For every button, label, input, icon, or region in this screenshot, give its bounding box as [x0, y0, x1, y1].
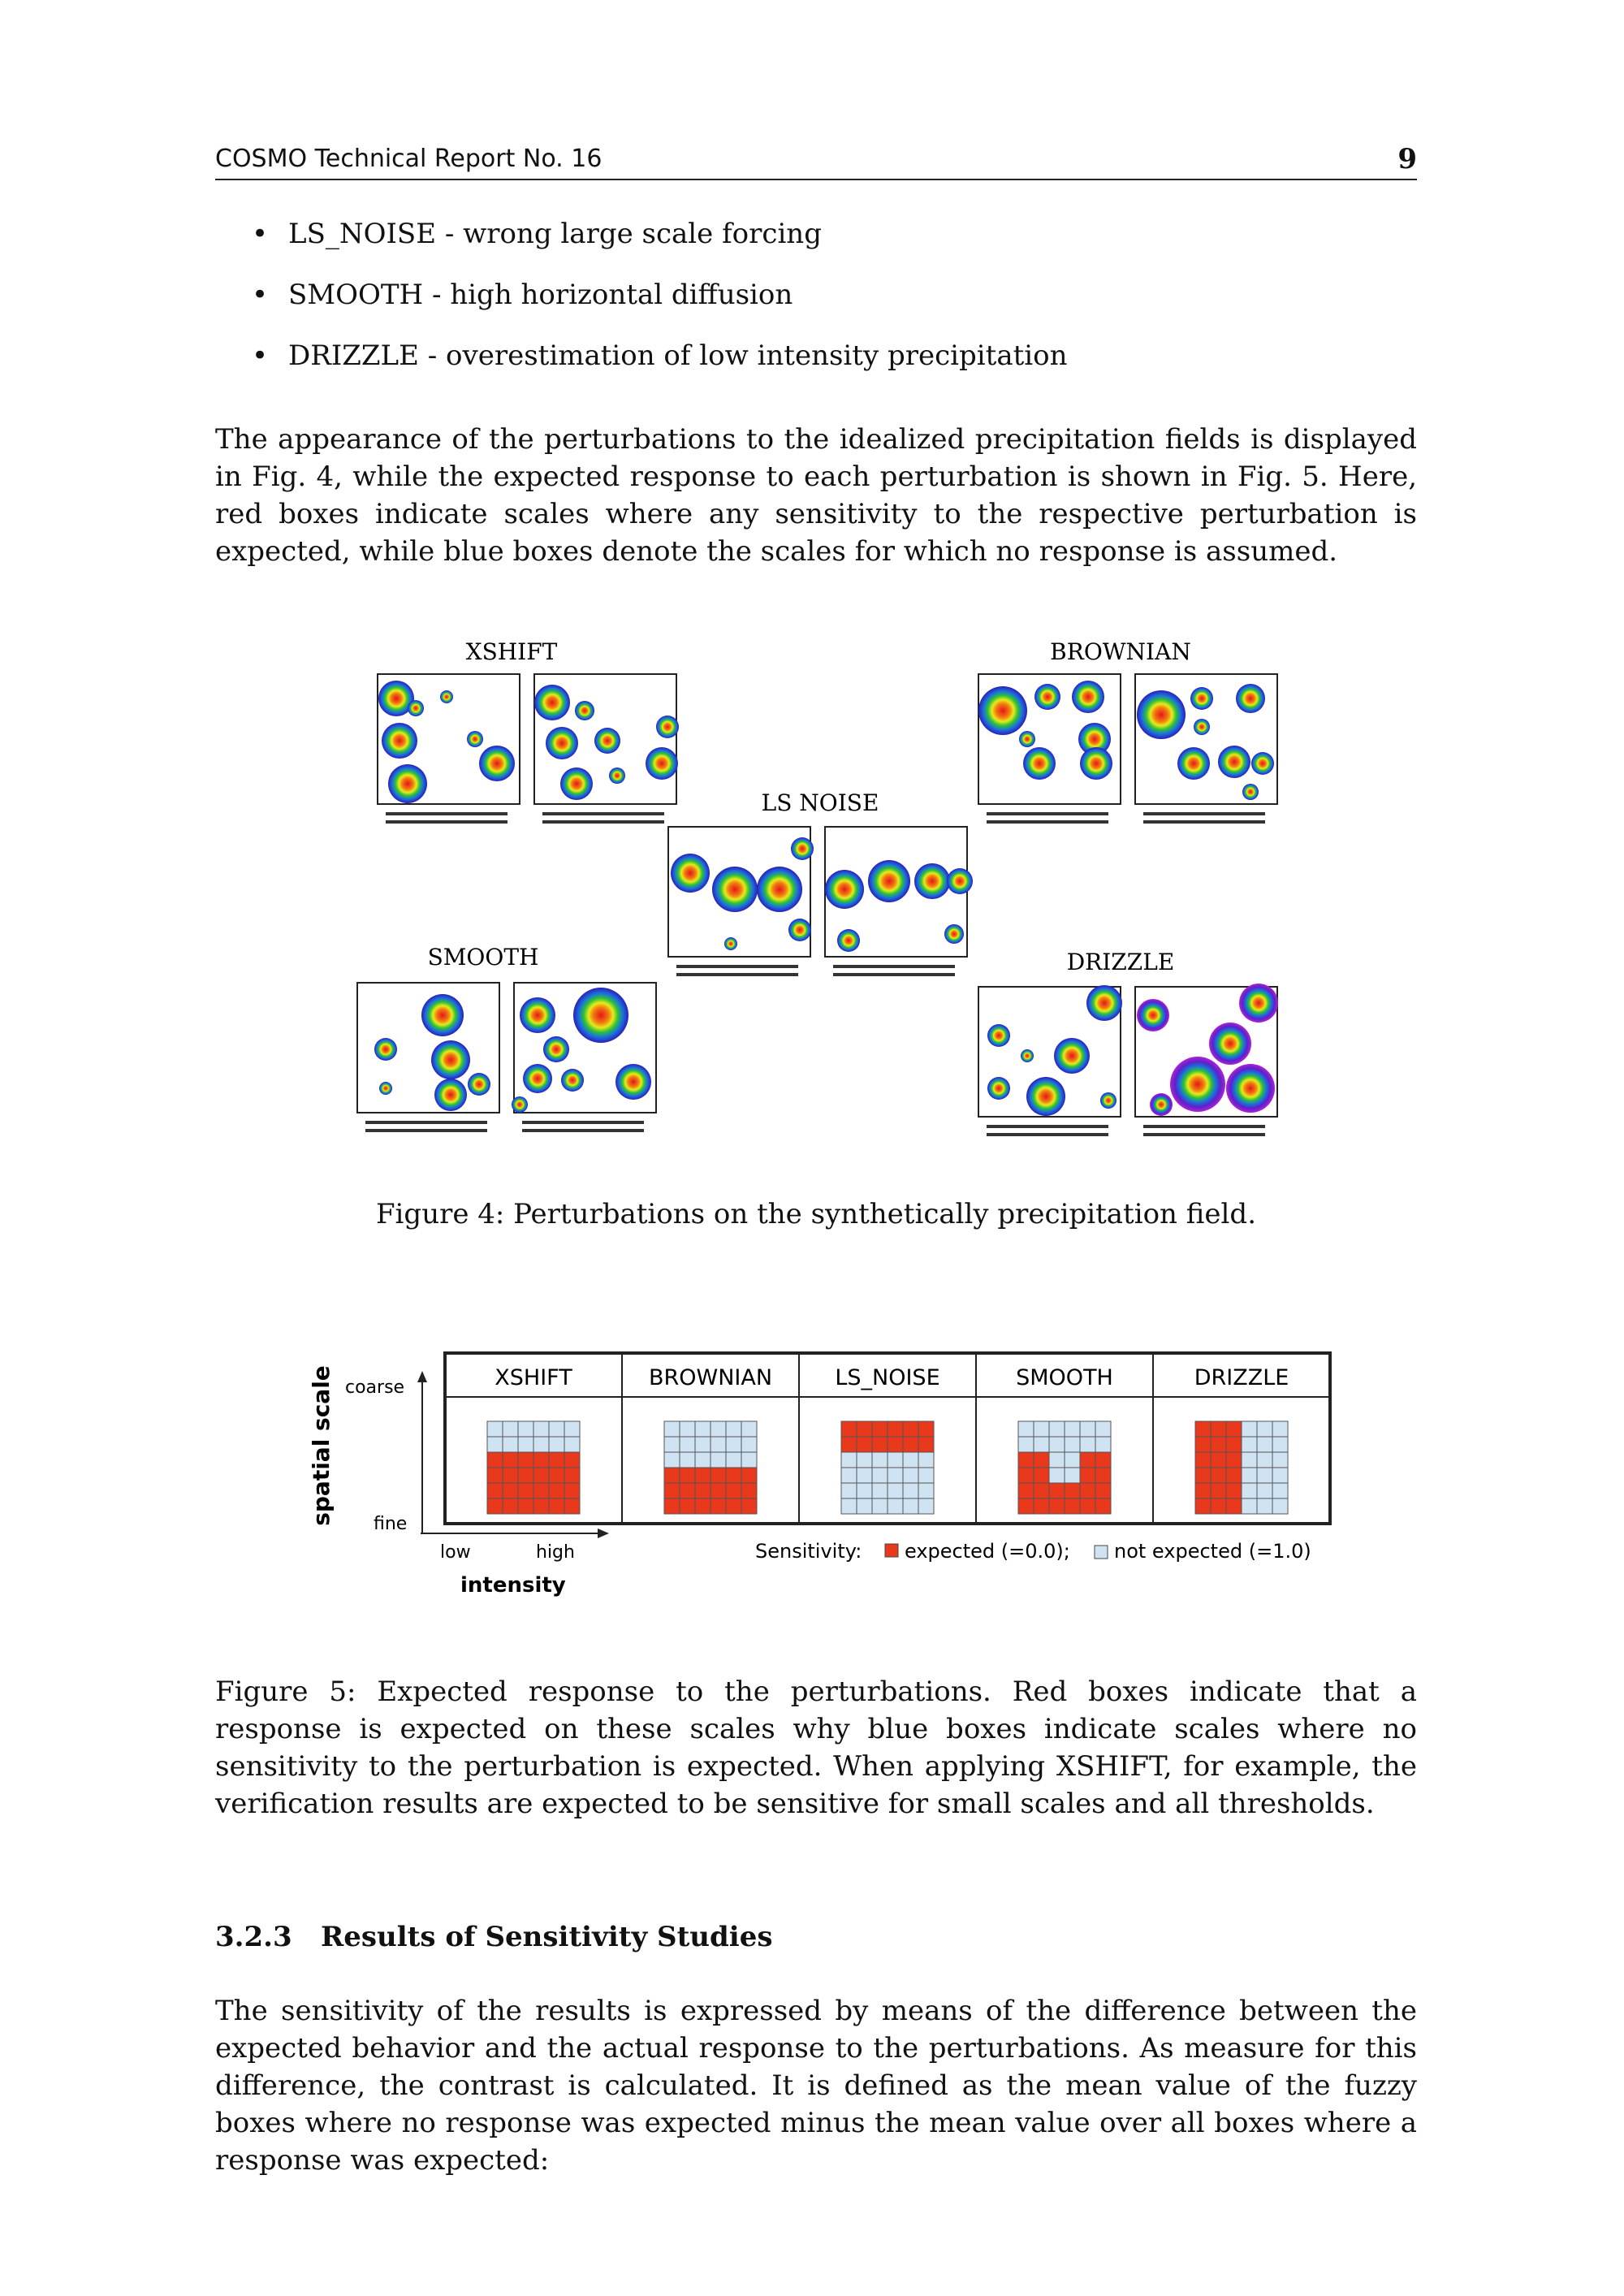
grid-cell — [1195, 1437, 1211, 1452]
grid-cell — [1049, 1483, 1065, 1498]
grid-cell — [1257, 1452, 1272, 1468]
grid-cell — [503, 1452, 518, 1468]
grid-cell — [680, 1483, 695, 1498]
grid-cell — [1226, 1468, 1242, 1483]
grid-cell — [918, 1421, 934, 1437]
grid-cell — [695, 1421, 710, 1437]
grid-cell — [903, 1498, 918, 1514]
grid-cell — [1272, 1498, 1288, 1514]
grid-cell — [549, 1498, 564, 1514]
grid-cell — [841, 1483, 857, 1498]
grid-cell — [1272, 1483, 1288, 1498]
grid-cell — [664, 1452, 680, 1468]
legend-expected: expected (=0.0); — [905, 1540, 1070, 1563]
grid-cell — [1034, 1437, 1049, 1452]
grid-cell — [710, 1483, 726, 1498]
column-header-xshift: XSHIFT — [495, 1365, 572, 1390]
grid-cell — [741, 1421, 757, 1437]
page-number: 9 — [1397, 143, 1417, 175]
grid-cell — [726, 1468, 741, 1483]
section-title: Results of Sensitivity Studies — [321, 1921, 773, 1953]
section-number: 3.2.3 — [215, 1921, 292, 1953]
grid-cell — [1242, 1483, 1257, 1498]
grid-cell — [888, 1483, 903, 1498]
grid-cell — [680, 1437, 695, 1452]
grid-cell — [726, 1421, 741, 1437]
list-item: • DRIZZLE - overestimation of low intensity precipitation — [252, 339, 1068, 400]
grid-cell — [1211, 1437, 1226, 1452]
grid-cell — [1049, 1437, 1065, 1452]
grid-cell — [695, 1437, 710, 1452]
grid-cell — [1195, 1468, 1211, 1483]
grid-cell — [741, 1468, 757, 1483]
grid-cell — [1018, 1421, 1034, 1437]
y-bottom-label: fine — [374, 1514, 408, 1534]
grid-cell — [888, 1421, 903, 1437]
grid-cell — [1080, 1421, 1095, 1437]
grid-cell — [1095, 1452, 1111, 1468]
grid-cell — [903, 1421, 918, 1437]
grid-cell — [664, 1483, 680, 1498]
grid-cell — [533, 1483, 549, 1498]
grid-cell — [1034, 1483, 1049, 1498]
grid-cell — [1049, 1452, 1065, 1468]
grid-cell — [1226, 1483, 1242, 1498]
panel-label-xshift: XSHIFT — [465, 638, 558, 665]
grid-cell — [680, 1468, 695, 1483]
grid-cell — [1095, 1421, 1111, 1437]
grid-cell — [533, 1421, 549, 1437]
grid-cell — [741, 1452, 757, 1468]
grid-cell — [1049, 1421, 1065, 1437]
grid-cell — [695, 1452, 710, 1468]
grid-cell — [710, 1498, 726, 1514]
grid-cell — [1195, 1421, 1211, 1437]
legend-not-expected-swatch — [1095, 1546, 1108, 1559]
perturbation-list — [252, 218, 1068, 400]
grid-cell — [903, 1483, 918, 1498]
figure-4-caption: Figure 4: Perturbations on the synthetically precipitation field. — [375, 1198, 1257, 1230]
grid-cell — [1242, 1498, 1257, 1514]
paragraph-results: The sensitivity of the results is expressed by means of the difference between the expected behavior and the actual response to the perturbations. As measure for this difference, the contrast is calculated. It is defined as the mean value of the fuzzy boxes where no response was expected minus the mean value over all boxes where a response was expected: — [215, 1995, 1417, 2177]
grid-cell — [841, 1421, 857, 1437]
grid-cell — [741, 1498, 757, 1514]
grid-cell — [518, 1483, 533, 1498]
grid-cell — [564, 1483, 580, 1498]
grid-cell — [872, 1468, 888, 1483]
grid-cell — [695, 1498, 710, 1514]
x-low-label: low — [440, 1542, 471, 1563]
list-item: • SMOOTH - high horizontal diffusion — [252, 279, 1068, 339]
grid-cell — [1211, 1421, 1226, 1437]
grid-cell — [888, 1452, 903, 1468]
grid-cell — [1065, 1421, 1080, 1437]
grid-cell — [841, 1468, 857, 1483]
grid-cell — [726, 1452, 741, 1468]
grid-cell — [487, 1437, 503, 1452]
grid-cell — [664, 1421, 680, 1437]
grid-cell — [841, 1498, 857, 1514]
grid-cell — [680, 1452, 695, 1468]
grid-cell — [1195, 1498, 1211, 1514]
column-header-drizzle: DRIZZLE — [1194, 1365, 1289, 1390]
grid-cell — [503, 1437, 518, 1452]
grid-cell — [1018, 1468, 1034, 1483]
grid-cell — [518, 1468, 533, 1483]
grid-cell — [1034, 1498, 1049, 1514]
grid-cell — [680, 1498, 695, 1514]
panel-label-ls-noise: LS NOISE — [761, 789, 879, 816]
grid-cell — [564, 1437, 580, 1452]
grid-cell — [1195, 1483, 1211, 1498]
grid-cell — [503, 1421, 518, 1437]
grid-cell — [518, 1421, 533, 1437]
grid-cell — [1211, 1498, 1226, 1514]
grid-cell — [1034, 1421, 1049, 1437]
grid-cell — [549, 1483, 564, 1498]
grid-cell — [710, 1437, 726, 1452]
grid-cell — [1272, 1437, 1288, 1452]
grid-cell — [888, 1498, 903, 1514]
grid-cell — [1065, 1498, 1080, 1514]
grid-cell — [1257, 1468, 1272, 1483]
grid-cell — [1018, 1437, 1034, 1452]
grid-cell — [549, 1437, 564, 1452]
grid-cell — [1257, 1437, 1272, 1452]
grid-cell — [710, 1421, 726, 1437]
grid-cell — [503, 1498, 518, 1514]
column-header-brownian: BROWNIAN — [648, 1365, 773, 1390]
grid-cell — [1080, 1468, 1095, 1483]
grid-cell — [1257, 1483, 1272, 1498]
grid-cell — [903, 1437, 918, 1452]
x-axis-label: intensity — [460, 1573, 566, 1598]
grid-cell — [564, 1421, 580, 1437]
grid-cell — [664, 1437, 680, 1452]
grid-cell — [487, 1498, 503, 1514]
panel-label-drizzle: DRIZZLE — [1066, 949, 1175, 975]
figure-5-caption: Figure 5: Expected response to the perturbations. Red boxes indicate that a response is expected on these scales why blue boxes indicate scales where no sensitivity to the perturbation is expected. When applying XSHIFT, for example, the verification results are expected to be sensitive for small scales and all thresholds. — [215, 1676, 1417, 1820]
grid-cell — [487, 1421, 503, 1437]
grid-cell — [1080, 1452, 1095, 1468]
grid-cell — [841, 1452, 857, 1468]
grid-cell — [1095, 1483, 1111, 1498]
grid-cell — [1211, 1483, 1226, 1498]
legend-not-expected: not expected (=1.0) — [1114, 1540, 1311, 1563]
grid-cell — [726, 1498, 741, 1514]
xshift-panel — [378, 674, 679, 824]
grid-cell — [533, 1498, 549, 1514]
grid-cell — [1095, 1437, 1111, 1452]
grid-cell — [841, 1437, 857, 1452]
grid-cell — [741, 1437, 757, 1452]
grid-cell — [1065, 1468, 1080, 1483]
grid-cell — [857, 1421, 872, 1437]
grid-cell — [1095, 1498, 1111, 1514]
grid-cell — [503, 1468, 518, 1483]
grid-cell — [487, 1483, 503, 1498]
grid-cell — [518, 1452, 533, 1468]
grid-cell — [564, 1498, 580, 1514]
grid-cell — [533, 1468, 549, 1483]
grid-cell — [1226, 1452, 1242, 1468]
grid-cell — [872, 1452, 888, 1468]
running-header — [215, 143, 1417, 180]
grid-cell — [741, 1483, 757, 1498]
grid-cell — [1211, 1452, 1226, 1468]
grid-cell — [872, 1498, 888, 1514]
grid-cell — [888, 1468, 903, 1483]
grid-cell — [1065, 1452, 1080, 1468]
grid-cell — [857, 1498, 872, 1514]
grid-cell — [549, 1421, 564, 1437]
grid-cell — [857, 1437, 872, 1452]
grid-cell — [564, 1468, 580, 1483]
grid-cell — [549, 1452, 564, 1468]
grid-cell — [1242, 1452, 1257, 1468]
grid-cell — [1018, 1452, 1034, 1468]
grid-cell — [1242, 1468, 1257, 1483]
grid-cell — [1065, 1483, 1080, 1498]
column-header-smooth: SMOOTH — [1016, 1365, 1113, 1390]
grid-cell — [1226, 1437, 1242, 1452]
grid-cell — [1272, 1452, 1288, 1468]
grid-cell — [549, 1468, 564, 1483]
legend-expected-swatch — [885, 1544, 898, 1557]
grid-cell — [903, 1468, 918, 1483]
y-top-label: coarse — [345, 1377, 405, 1398]
figure-4 — [349, 633, 1291, 1170]
grid-cell — [857, 1452, 872, 1468]
grid-cell — [918, 1498, 934, 1514]
grid-cell — [1080, 1437, 1095, 1452]
panel-label-brownian: BROWNIAN — [1050, 638, 1191, 665]
grid-cell — [872, 1437, 888, 1452]
grid-cell — [1242, 1437, 1257, 1452]
figure-5 — [300, 1340, 1348, 1608]
grid-cell — [680, 1421, 695, 1437]
grid-cell — [903, 1452, 918, 1468]
grid-cell — [918, 1483, 934, 1498]
grid-cell — [503, 1483, 518, 1498]
column-header-ls-noise: LS_NOISE — [835, 1365, 940, 1390]
grid-cell — [918, 1452, 934, 1468]
grid-cell — [1195, 1452, 1211, 1468]
section-heading — [215, 1921, 772, 1953]
grid-cell — [1257, 1498, 1272, 1514]
panel-label-smooth: SMOOTH — [427, 944, 539, 971]
grid-cell — [1242, 1421, 1257, 1437]
grid-cell — [518, 1498, 533, 1514]
grid-cell — [533, 1437, 549, 1452]
grid-cell — [872, 1421, 888, 1437]
grid-cell — [918, 1437, 934, 1452]
grid-cell — [710, 1452, 726, 1468]
grid-cell — [487, 1468, 503, 1483]
grid-cell — [726, 1437, 741, 1452]
grid-cell — [888, 1437, 903, 1452]
grid-cell — [1018, 1483, 1034, 1498]
grid-cell — [695, 1468, 710, 1483]
grid-cell — [710, 1468, 726, 1483]
grid-cell — [1095, 1468, 1111, 1483]
grid-cell — [1211, 1468, 1226, 1483]
x-high-label: high — [536, 1542, 575, 1563]
grid-cell — [1080, 1483, 1095, 1498]
grid-cell — [664, 1498, 680, 1514]
grid-cell — [872, 1483, 888, 1498]
paragraph-intro: The appearance of the perturbations to the idealized precipitation fields is displayed in Fig. 4, while the expected response to each perturbation is shown in Fig. 5. Here, red boxes indicate scales where any sensitivity to the respective perturbation is expected, while blue boxes denote the scales for which no response is assumed. — [215, 423, 1417, 568]
grid-cell — [1049, 1498, 1065, 1514]
grid-cell — [487, 1452, 503, 1468]
grid-cell — [1049, 1468, 1065, 1483]
list-item: • LS_NOISE - wrong large scale forcing — [252, 218, 1068, 279]
grid-cell — [1018, 1498, 1034, 1514]
grid-cell — [1065, 1437, 1080, 1452]
grid-cell — [518, 1437, 533, 1452]
y-axis-label: spatial scale — [308, 1365, 335, 1526]
grid-cell — [918, 1468, 934, 1483]
grid-cell — [857, 1483, 872, 1498]
brownian-panel — [978, 674, 1277, 824]
grid-cell — [695, 1483, 710, 1498]
report-title: COSMO Technical Report No. 16 — [215, 145, 603, 173]
drizzle-panel — [978, 984, 1278, 1136]
grid-cell — [1034, 1468, 1049, 1483]
ls-noise-panel — [668, 827, 973, 976]
grid-cell — [1257, 1421, 1272, 1437]
grid-cell — [1226, 1498, 1242, 1514]
grid-cell — [1226, 1421, 1242, 1437]
smooth-panel — [357, 983, 656, 1132]
grid-cell — [564, 1452, 580, 1468]
grid-cell — [857, 1468, 872, 1483]
grid-cell — [533, 1452, 549, 1468]
grid-cell — [1034, 1452, 1049, 1468]
grid-cell — [1080, 1498, 1095, 1514]
legend-prefix: Sensitivity: — [755, 1540, 862, 1563]
grid-cell — [1272, 1421, 1288, 1437]
grid-cell — [726, 1483, 741, 1498]
grid-cell — [664, 1468, 680, 1483]
grid-cell — [1272, 1468, 1288, 1483]
